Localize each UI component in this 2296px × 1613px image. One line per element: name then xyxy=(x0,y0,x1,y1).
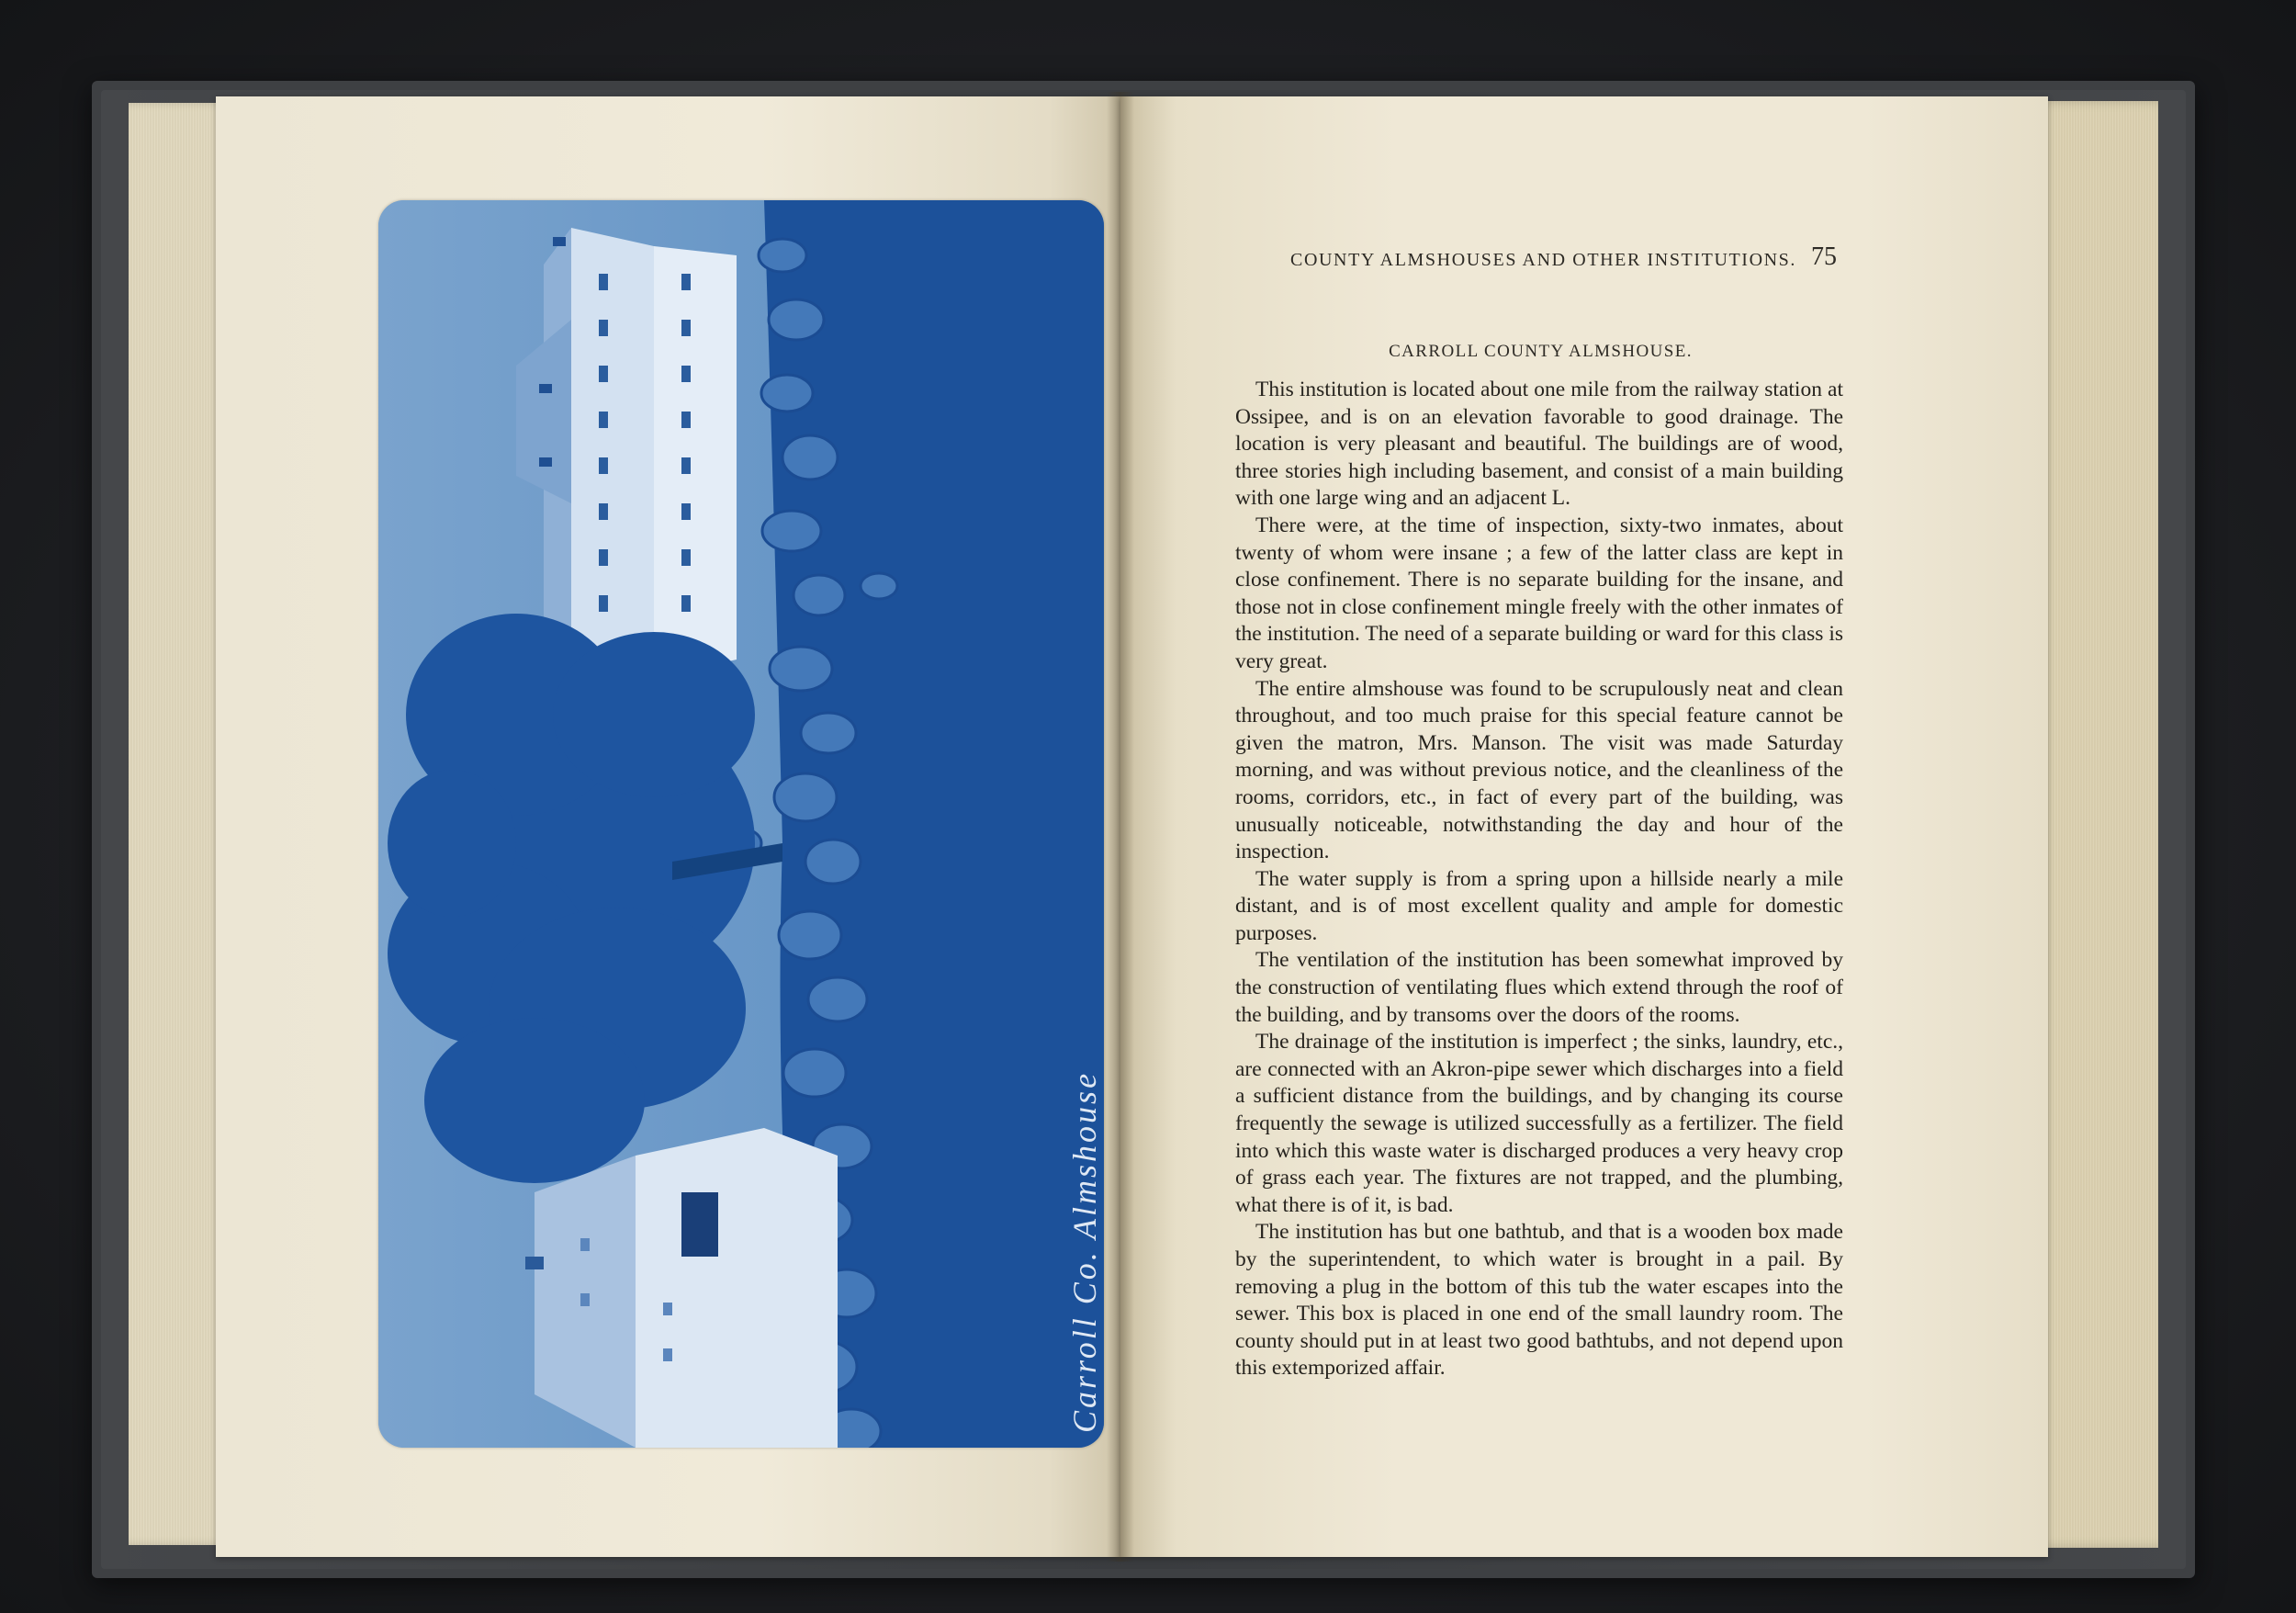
running-head: COUNTY ALMSHOUSES AND OTHER INSTITUTIONS. xyxy=(1290,250,1796,270)
photo-caption: Carroll Co. Almshouse xyxy=(1066,1070,1103,1433)
book-gutter xyxy=(1107,92,1134,1562)
paragraph: This institution is located about one mile from the railway station at Ossipee, and is on an elevation favorable to good drainage. The location is very pleasant and beautiful. The buildings are of wood, three stories high including basement, and consist of a main building with one large wing and an adjacent L. xyxy=(1235,378,1843,511)
left-page-edges xyxy=(129,103,230,1545)
paragraph: There were, at the time of inspection, sixty-two inmates, about twenty of whom were insane ; a few of the latter class are kept in close confinement. There is no separate building for the insane, and those not in close confinement mingle freely with the other inmates of the institution. The need of a separate building or ward for this class is very great. xyxy=(1235,513,1843,673)
paragraph: The entire almshouse was found to be scrupulously neat and clean throughout, and too much praise for this special feature cannot be given the matron, Mrs. Manson. The visit was made Saturday morning, and was without previous notice, and the cleanliness of the rooms, corridors, etc., in fact of every part of the building, was unusually noticeable, notwithstanding the day and hour of the inspection. xyxy=(1235,676,1843,864)
main-building xyxy=(516,228,737,678)
paragraph: The institution has but one bathtub, and that is a wooden box made by the superintendent, to which water is brought in a pail. By removing a plug in the bottom of this tub the water escapes into the sewer. This box is placed in one end of the small laundry room. The county should put in at least two good bathtubs, and not depend upon this extemporized affair. xyxy=(1235,1220,1843,1381)
paragraph: The drainage of the institution is imperfect ; the sinks, laundry, etc., are connected with an Akron-pipe sewer which discharges into a field a sufficient distance from the buildings, and by changing its course frequently the sewage is utilized successfully as a fertilizer. The field into which this waste water is discharged produces a very heavy crop of grass each year. The fixtures are not trapped, and the plumbing, what there is of it, is bad. xyxy=(1235,1030,1843,1217)
section-title: CARROLL COUNTY ALMSHOUSE. xyxy=(1389,342,1693,361)
paragraph: The ventilation of the institution has been somewhat improved by the construction of ventilating flues which extend through the roof of the building, and by transoms over the doors of the rooms. xyxy=(1235,948,1843,1027)
cyanotype-photograph xyxy=(378,200,1104,1448)
paragraph: The water supply is from a spring upon a hillside nearly a mile distant, and is of most excellent quality and ample for domestic purposes. xyxy=(1235,866,1843,945)
right-page-edges xyxy=(2034,101,2158,1548)
photo-caption-container xyxy=(1029,1029,1102,1433)
photo-scene xyxy=(378,200,1104,1448)
page-number: 75 xyxy=(1811,243,1837,271)
body-text xyxy=(1235,377,1843,1382)
